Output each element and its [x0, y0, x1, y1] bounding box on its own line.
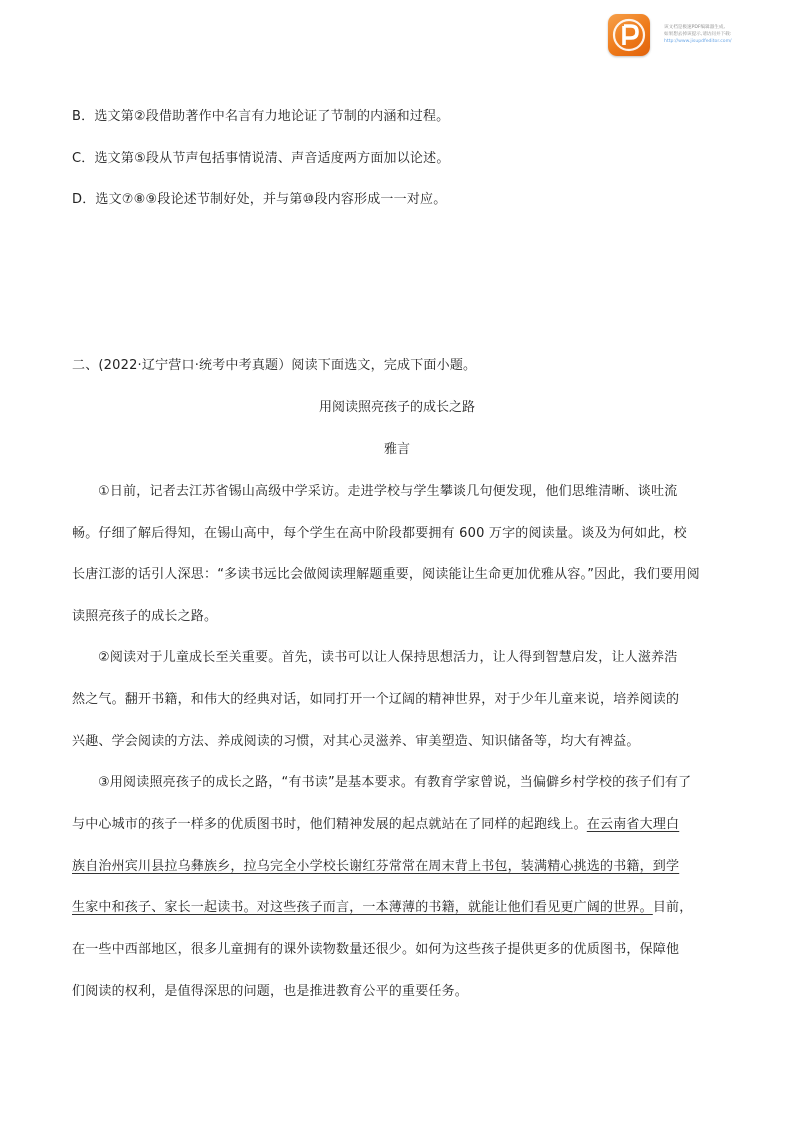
paragraph-2-line-1: ②阅读对于儿童成长至关重要。首先，读书可以让人保持思想活力，让人得到智慧启发，让人滋养浩: [98, 650, 678, 665]
paragraph-3-underlined-end: 生家中和孩子、家长一起读书。对这些孩子而言，一本薄薄的书籍，就能让他们看见更广阔的世界。: [72, 900, 653, 915]
watermark-line-2: 如果想去掉该提示,请访问并下载:: [664, 32, 732, 37]
paragraph-3-line-6: 们阅读的权利，是值得深思的问题，也是推进教育公平的重要任务。: [72, 984, 469, 999]
watermark-text: [664, 24, 789, 45]
paragraph-3-line-4: [72, 899, 692, 917]
paragraph-3-line-3-underlined: 族自治州宾川县拉乌彝族乡，拉乌完全小学校长谢红芬常常在周末背上书包，装满精心挑选的书籍，到学: [72, 859, 680, 874]
p-letter-icon: [608, 14, 650, 56]
paragraph-3-line-4-plain: 目前，: [652, 900, 693, 915]
watermark-line-1: 该文档是极速PDF编辑器生成,: [664, 25, 725, 30]
paragraph-3-line-2: [72, 816, 679, 834]
option-b: B．选文第②段借助著作中名言有力地论证了节制的内涵和过程。: [72, 109, 450, 124]
article-author: 雅言: [383, 442, 410, 457]
pdf-editor-logo: [608, 14, 650, 56]
watermark-url: http://www.jisupdfeditor.com/: [664, 39, 732, 44]
paragraph-3-underlined-start: 在云南省大理白: [586, 817, 680, 832]
paragraph-2-line-3: 兴趣、学会阅读的方法、养成阅读的习惯，对其心灵滋养、审美塑造、知识储备等，均大有裨益。: [72, 734, 640, 749]
paragraph-1-line-4: 读照亮孩子的成长之路。: [72, 609, 218, 624]
paragraph-3-line-2-plain: 与中心城市的孩子一样多的优质图书时，他们精神发展的起点就站在了同样的起跑线上。: [72, 817, 587, 832]
article-title: 用阅读照亮孩子的成长之路: [318, 400, 475, 415]
option-c: C．选文第⑤段从节声包括事情说清、声音适度两方面加以论述。: [72, 151, 450, 166]
paragraph-1-line-2: 畅。仔细了解后得知，在锡山高中，每个学生在高中阶段都要拥有 600 万字的阅读量。谈及为何如此，校: [72, 526, 687, 541]
paragraph-3-line-1: ③用阅读照亮孩子的成长之路，“有书读”是基本要求。有教育学家曾说，当偏僻乡村学校的孩子们有了: [98, 775, 692, 790]
question-heading: 二、(2022·辽宁营口·统考中考真题）阅读下面选文，完成下面小题。: [72, 358, 477, 373]
paragraph-2-line-2: 然之气。翻开书籍，和伟大的经典对话，如同打开一个辽阔的精神世界，对于少年儿童来说，培养阅读的: [72, 692, 680, 707]
paragraph-1-line-3: 长唐江澎的话引人深思：“多读书远比会做阅读理解题重要，阅读能让生命更加优雅从容。”因此，我们要用阅: [72, 567, 700, 582]
option-d: D．选文⑦⑧⑨段论述节制好处，并与第⑩段内容形成一一对应。: [72, 192, 447, 207]
paragraph-3-line-5: 在一些中西部地区，很多儿童拥有的课外读物数量还很少。如何为这些孩子提供更多的优质图书，保障他: [72, 942, 680, 957]
paragraph-1-line-1: ①日前，记者去江苏省锡山高级中学采访。走进学校与学生攀谈几句便发现，他们思维清晰、谈吐流: [98, 484, 678, 499]
